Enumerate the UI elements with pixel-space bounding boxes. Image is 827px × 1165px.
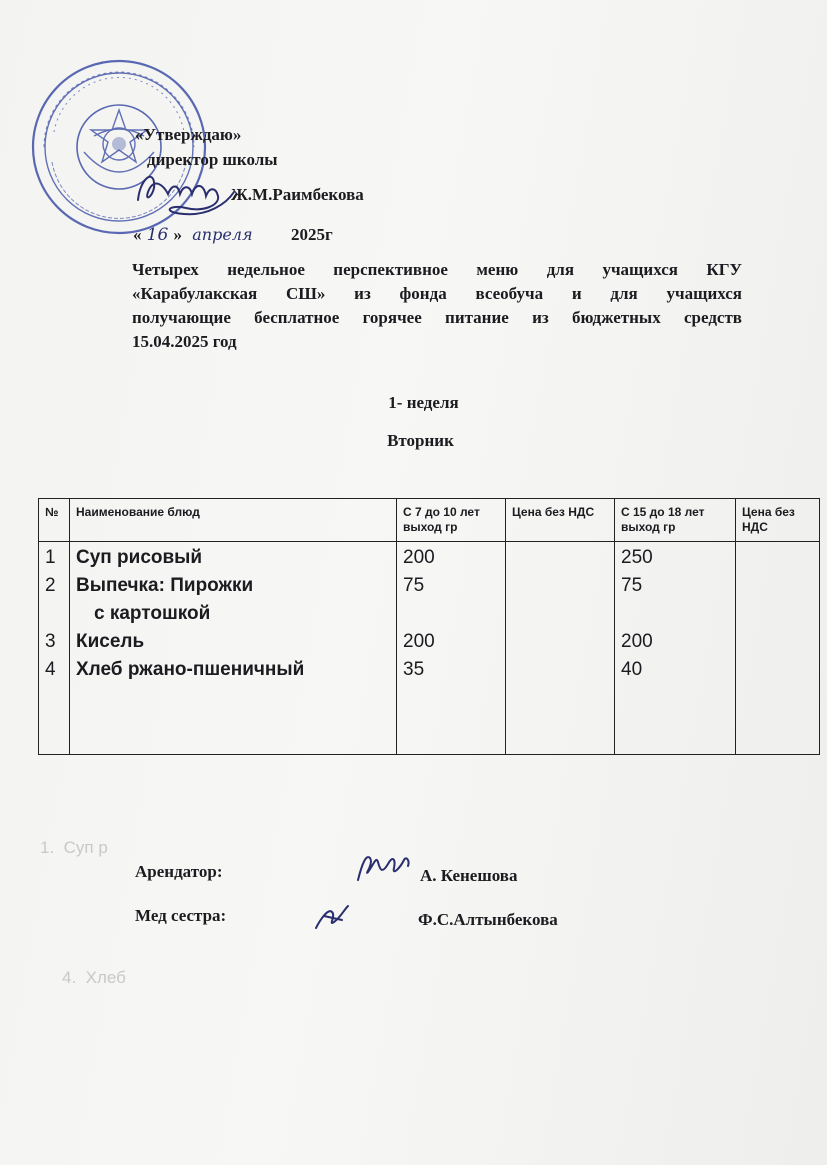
column-header-dish: Наименование блюд: [70, 499, 397, 542]
heading-date: 15.04.2025 год: [132, 332, 237, 351]
price-7-10-cell: [506, 542, 615, 755]
date-day: 16: [146, 225, 169, 245]
column-header-price-15-18: Цена без НДС: [736, 499, 820, 542]
row-number: 1: [45, 547, 56, 568]
date-year: 2025г: [291, 225, 333, 244]
output-value: 75: [403, 575, 425, 596]
approval-position: директор школы: [147, 150, 278, 169]
output-value: 35: [403, 659, 425, 680]
output-value: 40: [621, 659, 643, 680]
dish-name: Кисель: [76, 631, 145, 652]
price-15-18-cell: [736, 542, 820, 755]
row-number: 2: [45, 575, 56, 596]
tenant-signature-icon: [352, 846, 414, 888]
output-value: 250: [621, 547, 653, 568]
table-header-row: [39, 499, 820, 542]
output-value: 75: [621, 575, 643, 596]
approval-date: [133, 225, 333, 245]
tenant-label: Арендатор:: [135, 862, 223, 881]
output-value: 200: [621, 631, 653, 652]
bleed-through-text: 1. Суп р: [40, 838, 108, 857]
dish-name-continued: с картошкой: [94, 603, 211, 624]
output-value: 200: [403, 547, 435, 568]
dish-cell: [70, 542, 397, 755]
menu-table: [38, 498, 820, 755]
row-number: 4: [45, 659, 56, 680]
dish-name: Хлеб ржано-пшеничный: [76, 659, 305, 680]
day-label: Вторник: [387, 431, 454, 450]
bleed-through-text: 4. Хлеб: [62, 968, 126, 987]
dish-name: Суп рисовый: [76, 547, 203, 568]
dish-name: Выпечка: Пирожки: [76, 575, 254, 596]
output-value: 200: [403, 631, 435, 652]
heading-line: Четырех недельное перспективное меню для учащихся КГУ: [132, 260, 742, 279]
heading-line: получающие бесплатное горячее питание из бюджетных средств: [132, 308, 742, 327]
approver-name: Ж.М.Раимбекова: [231, 185, 364, 204]
table-row: [39, 542, 820, 755]
approval-title: «Утверждаю»: [135, 125, 242, 144]
nurse-name: Ф.С.Алтынбекова: [418, 910, 558, 929]
output-7-10-cell: [397, 542, 506, 755]
week-label: 1- неделя: [388, 393, 459, 412]
director-signature-icon: [130, 162, 240, 222]
tenant-name: А. Кенешова: [420, 866, 518, 885]
output-15-18-cell: [615, 542, 736, 755]
number-cell: [39, 542, 70, 755]
column-header-output-7-10: С 7 до 10 лет выход гр: [397, 499, 506, 542]
nurse-signature-icon: [310, 898, 354, 934]
column-header-number: №: [39, 499, 70, 542]
column-header-price-7-10: Цена без НДС: [506, 499, 615, 542]
date-open-quote: «: [133, 225, 142, 244]
date-month: апреля: [192, 225, 253, 244]
nurse-label: Мед сестра:: [135, 906, 227, 925]
column-header-output-15-18: С 15 до 18 лет выход гр: [615, 499, 736, 542]
date-close-quote: »: [173, 225, 182, 244]
heading-line: «Карабулакская СШ» из фонда всеобуча и для учащихся: [132, 284, 742, 303]
menu-heading: [132, 258, 742, 354]
row-number: 3: [45, 631, 56, 652]
